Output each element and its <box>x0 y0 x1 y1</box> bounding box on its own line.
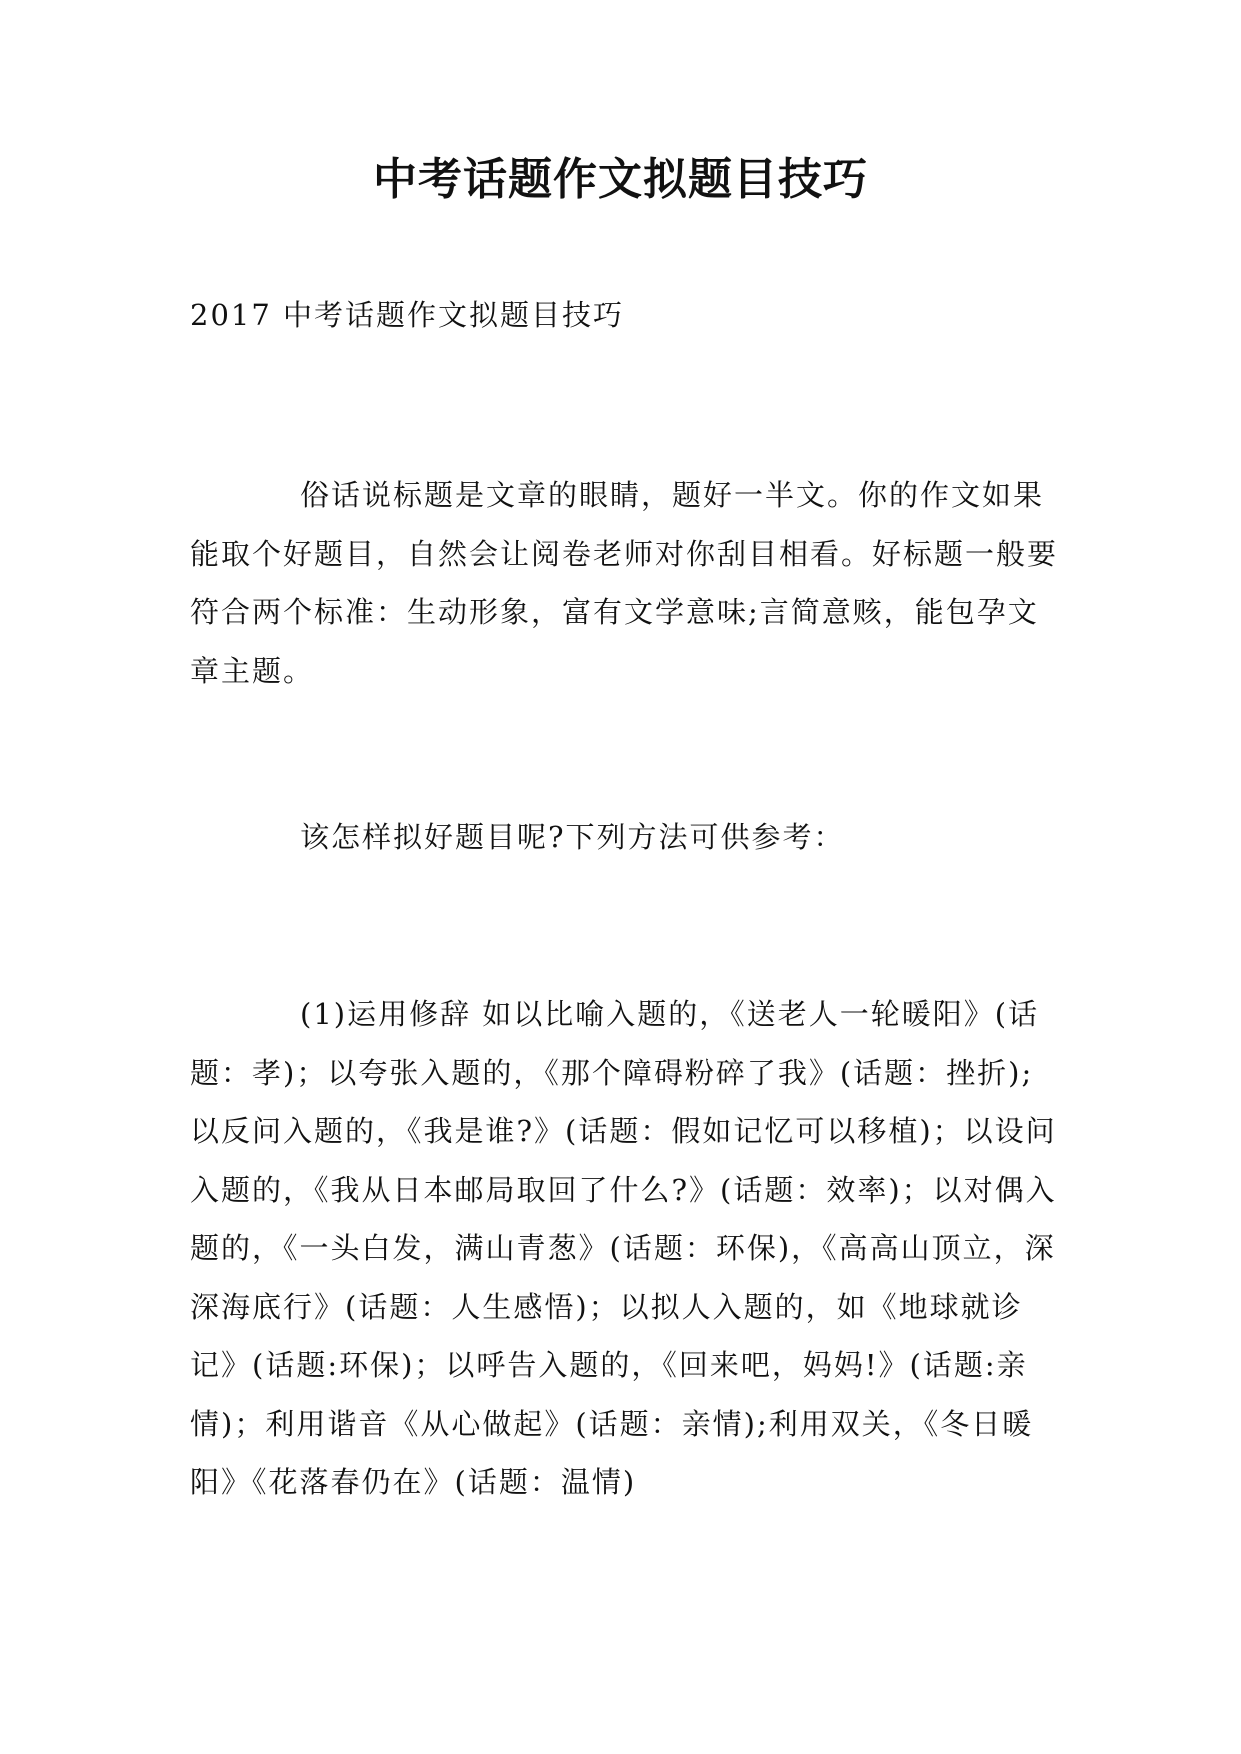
document-subtitle: 2017 中考话题作文拟题目技巧 <box>190 298 625 332</box>
paragraph-intro: 俗话说标题是文章的眼睛，题好一半文。你的作文如果能取个好题目，自然会让阅卷老师对你刮目相看。好标题一般要符合两个标准：生动形象，富有文学意味;言简意赅，能包孕文章主题。 <box>190 478 1059 688</box>
paragraph-question: 该怎样拟好题目呢?下列方法可供参考： <box>300 820 845 854</box>
document-title: 中考话题作文拟题目技巧 <box>373 154 868 205</box>
paragraph-method-rhetoric: (1)运用修辞 如以比喻入题的，《送老人一轮暖阳》(话题：孝)；以夸张入题的，《那个障碍粉碎了我》(话题：挫折);以反问入题的，《我是谁?》(话题：假如记忆可以移植)；以设问入题的，《我从日本邮局取回了什么?》(话题：效率)；以对偶入题的，《一头白发，满山青葱》(话题：环保)，《高高山顶立，深深海底行》(话题：人生感悟)；以拟人入题的，如《地球就诊记》(话题:环保)；以呼告入题的，《回来吧，妈妈!》(话题:亲情)；利用谐音《从心做起》(话题：亲情);利用双关，《冬日暖阳》《花落春仍在》(话题：温情) <box>190 997 1057 1499</box>
